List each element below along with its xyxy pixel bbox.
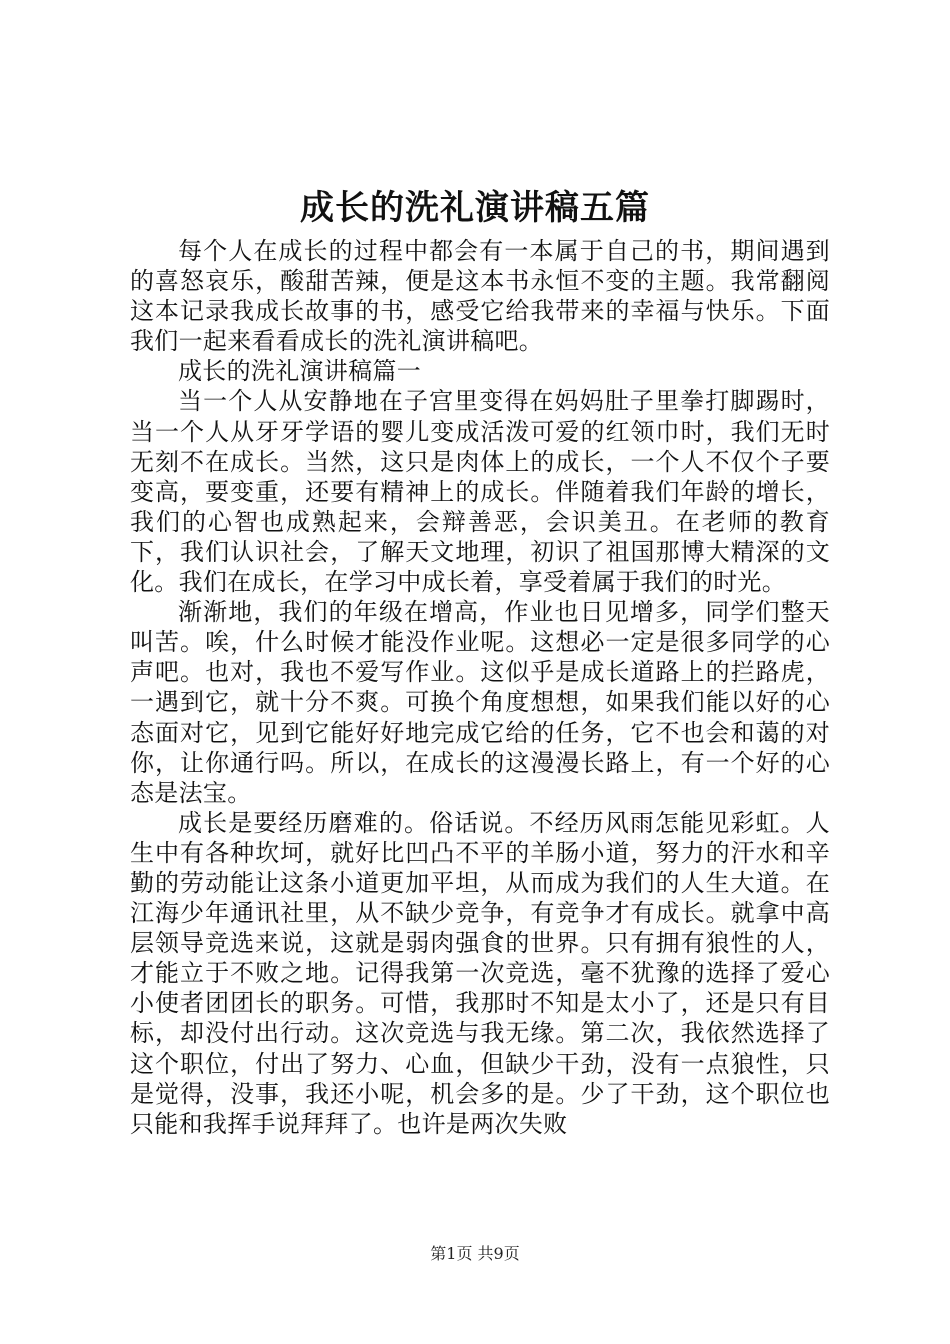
body-paragraph: 渐渐地，我们的年级在增高，作业也日见增多，同学们整天叫苦。唉，什么时候才能没作业呢。这想必一定是很多同学的心声吧。也对，我也不爱写作业。这似乎是成长道路上的拦路虎，一遇到它，就十分不爽。可换个角度想想，如果我们能以好的心态面对它，见到它能好好地完成它给的任务，它不也会和蔼的对你，让你通行吗。所以，在成长的这漫漫长路上，有一个好的心态是法宝。 [130, 598, 830, 807]
body-paragraph: 成长是要经历磨难的。俗话说。不经历风雨怎能见彩虹。人生中有各种坎坷，就好比凹凸不平的羊肠小道，努力的汗水和辛勤的劳动能让这条小道更加平坦，从而成为我们的人生大道。在江海少年通讯社里，从不缺少竞争，有竞争才有成长。就拿中高层领导竞选来说，这就是弱肉强食的世界。只有拥有狼性的人，才能立于不败之地。记得我第一次竞选，毫不犹豫的选择了爱心小使者团团长的职务。可惜，我那时不知是太小了，还是只有目标，却没付出行动。这次竞选与我无缘。第二次，我依然选择了这个职位，付出了努力、心血，但缺少干劲，没有一点狼性，只是觉得，没事，我还小呢，机会多的是。少了干劲，这个职位也只能和我挥手说拜拜了。也许是两次失败 [130, 808, 830, 1138]
document-title: 成长的洗礼演讲稿五篇 [300, 188, 650, 228]
body-paragraph: 当一个人从安静地在子宫里变得在妈妈肚子里拳打脚踢时，当一个人从牙牙学语的婴儿变成活泼可爱的红领巾时，我们无时无刻不在成长。当然，这只是肉体上的成长，一个人不仅个子要变高，要变重，还要有精神上的成长。伴随着我们年龄的增长，我们的心智也成熟起来，会辩善恶，会识美丑。在老师的教育下，我们认识社会，了解天文地理，初识了祖国那博大精深的文化。我们在成长，在学习中成长着，享受着属于我们的时光。 [130, 387, 830, 597]
document-body [130, 236, 830, 1139]
intro-paragraph: 每个人在成长的过程中都会有一本属于自己的书，期间遇到的喜怒哀乐，酸甜苦辣，便是这本书永恒不变的主题。我常翻阅这本记录我成长故事的书，感受它给我带来的幸福与快乐。下面我们一起来看看成长的洗礼演讲稿吧。 [130, 237, 830, 356]
section-heading: 成长的洗礼演讲稿篇一 [178, 357, 421, 386]
page-number-footer: 第1页 共9页 [430, 1244, 520, 1263]
